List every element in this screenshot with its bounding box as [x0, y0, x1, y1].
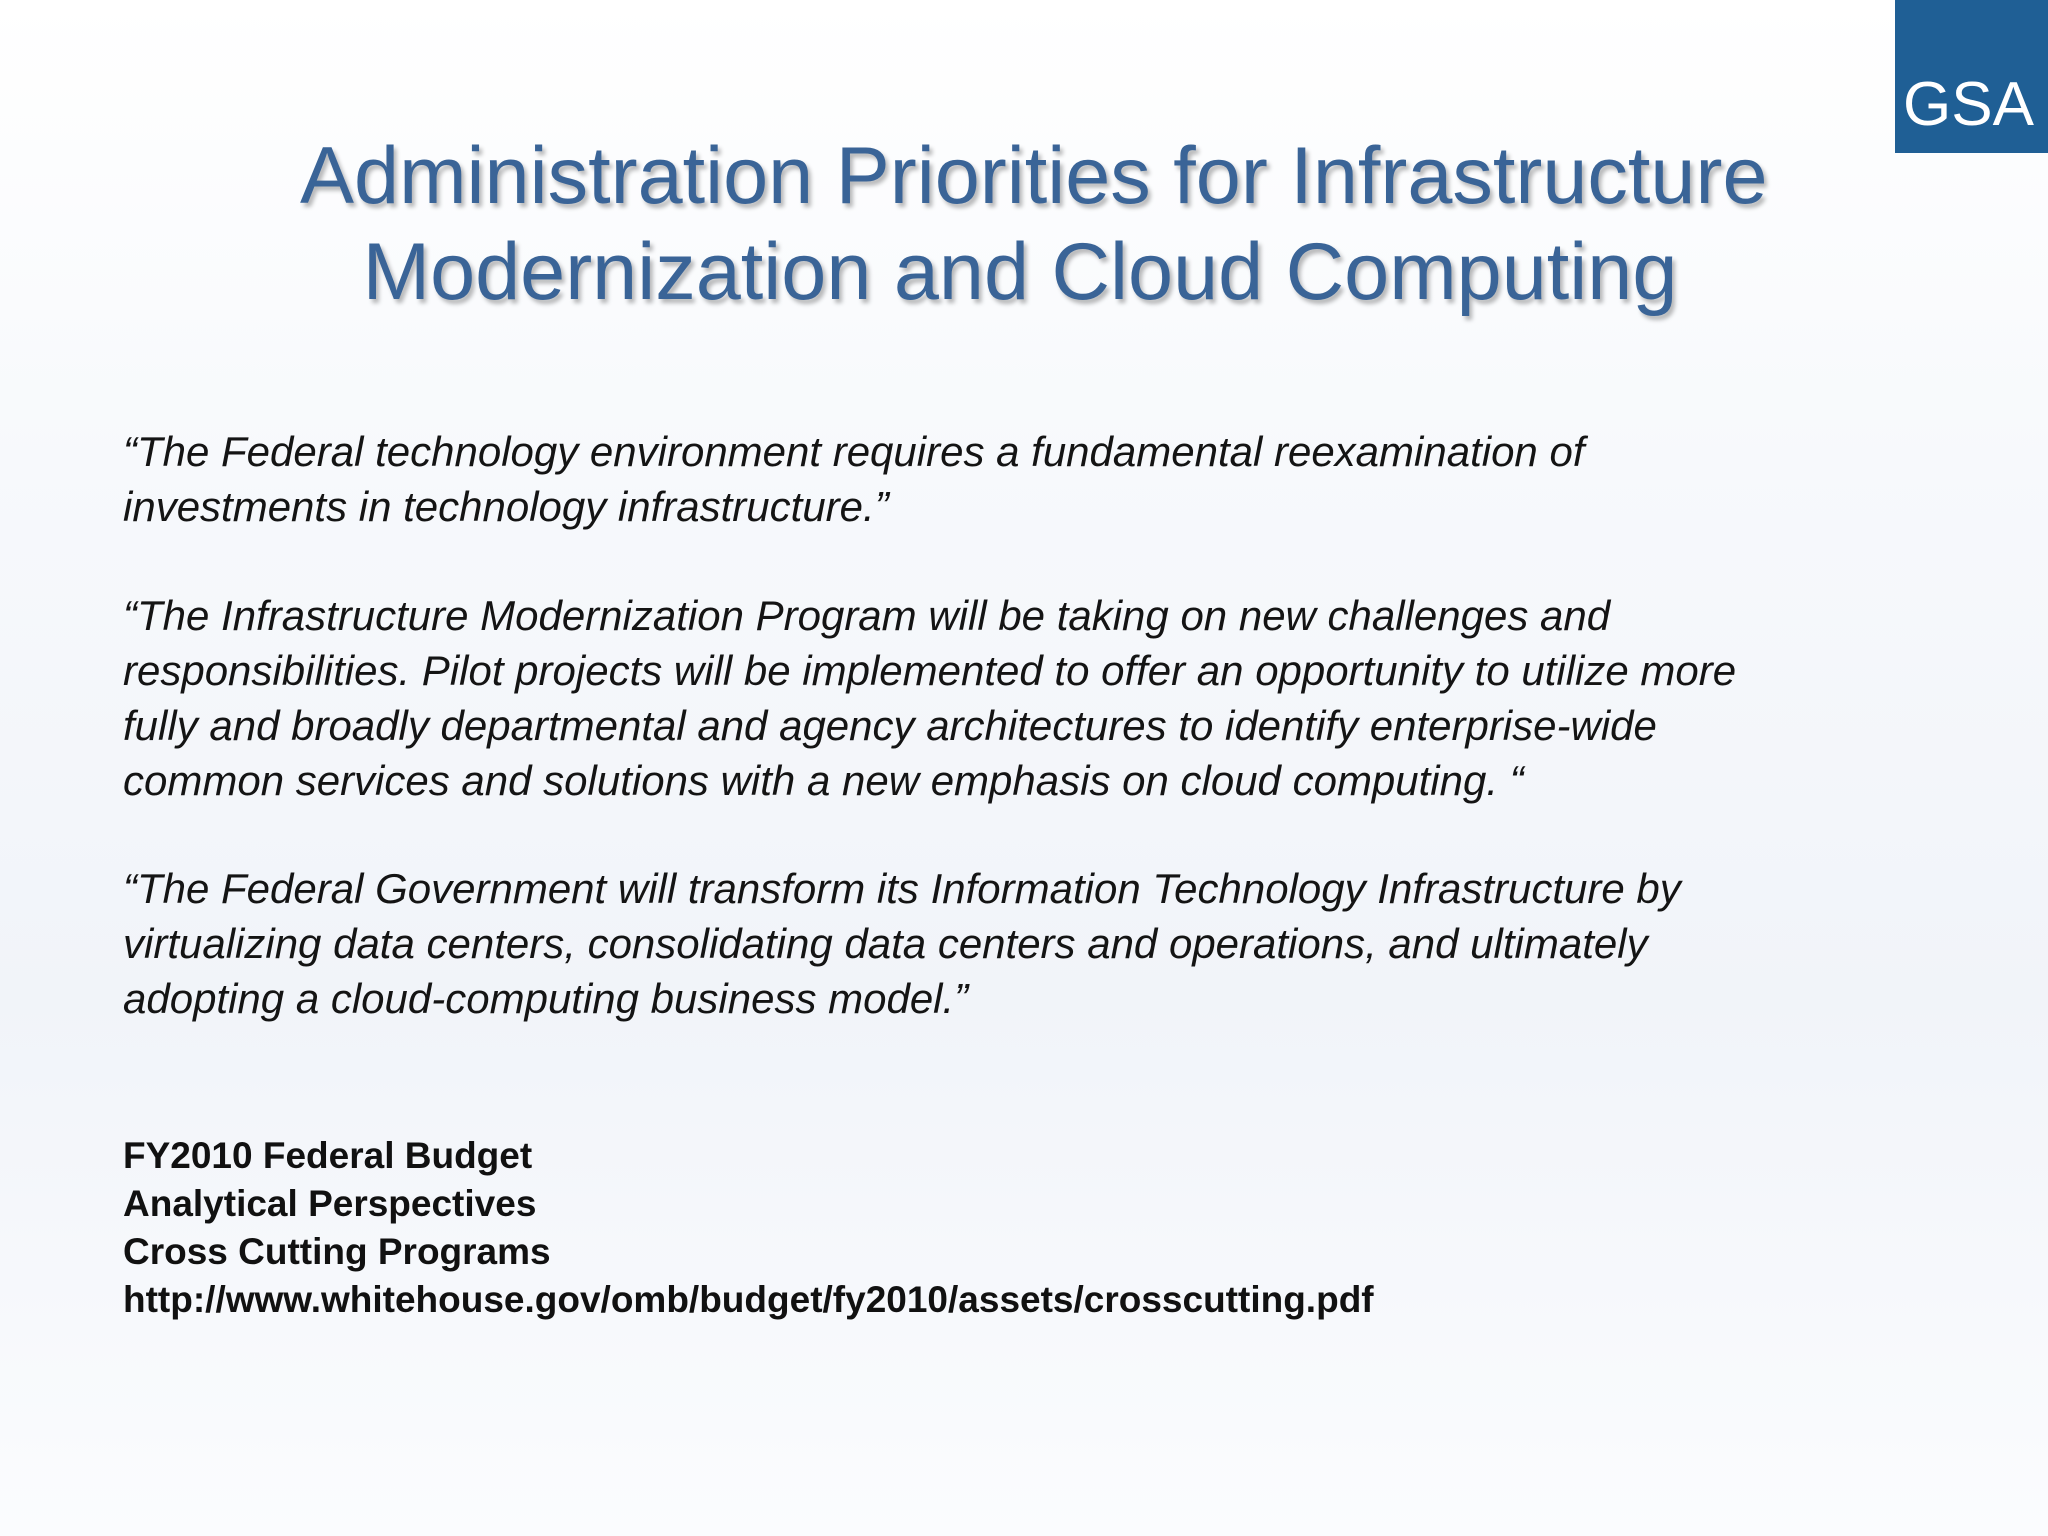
- gsa-logo-graphic: [1895, 0, 2048, 153]
- source-line: Analytical Perspectives: [123, 1183, 537, 1224]
- quote-2-line: common services and solutions with a new emphasis on cloud computing. “: [123, 757, 1524, 804]
- slide-title: [300, 128, 1768, 320]
- gsa-logo-text: GSA: [1903, 70, 2034, 139]
- quote-2-line: fully and broadly departmental and agency architectures to identify enterprise-wide: [123, 702, 1657, 749]
- quote-3-line: virtualizing data centers, consolidating data centers and operations, and ultimately: [123, 920, 1648, 967]
- gsa-logo-icon: [1895, 0, 2048, 153]
- quote-3-line: adopting a cloud-computing business model.”: [123, 975, 969, 1022]
- title-line-1: Administration Priorities for Infrastructure: [300, 131, 1768, 221]
- quote-3: [123, 861, 1923, 1026]
- source-citation: [123, 1132, 1374, 1324]
- quote-1: [123, 424, 1923, 534]
- quote-2: [123, 588, 1923, 808]
- quote-2-line: responsibilities. Pilot projects will be implemented to offer an opportunity to utilize more: [123, 647, 1737, 694]
- quote-3-line: “The Federal Government will transform its Information Technology Infrastructure by: [123, 865, 1681, 912]
- source-url: http://www.whitehouse.gov/omb/budget/fy2010/assets/crosscutting.pdf: [123, 1279, 1374, 1320]
- source-line: Cross Cutting Programs: [123, 1231, 551, 1272]
- source-line: FY2010 Federal Budget: [123, 1135, 533, 1176]
- quote-1-line: “The Federal technology environment requires a fundamental reexamination of: [123, 428, 1585, 475]
- quote-2-line: “The Infrastructure Modernization Program will be taking on new challenges and: [123, 592, 1611, 639]
- title-line-2: Modernization and Cloud Computing: [362, 227, 1678, 317]
- quote-1-line: investments in technology infrastructure.”: [123, 483, 889, 530]
